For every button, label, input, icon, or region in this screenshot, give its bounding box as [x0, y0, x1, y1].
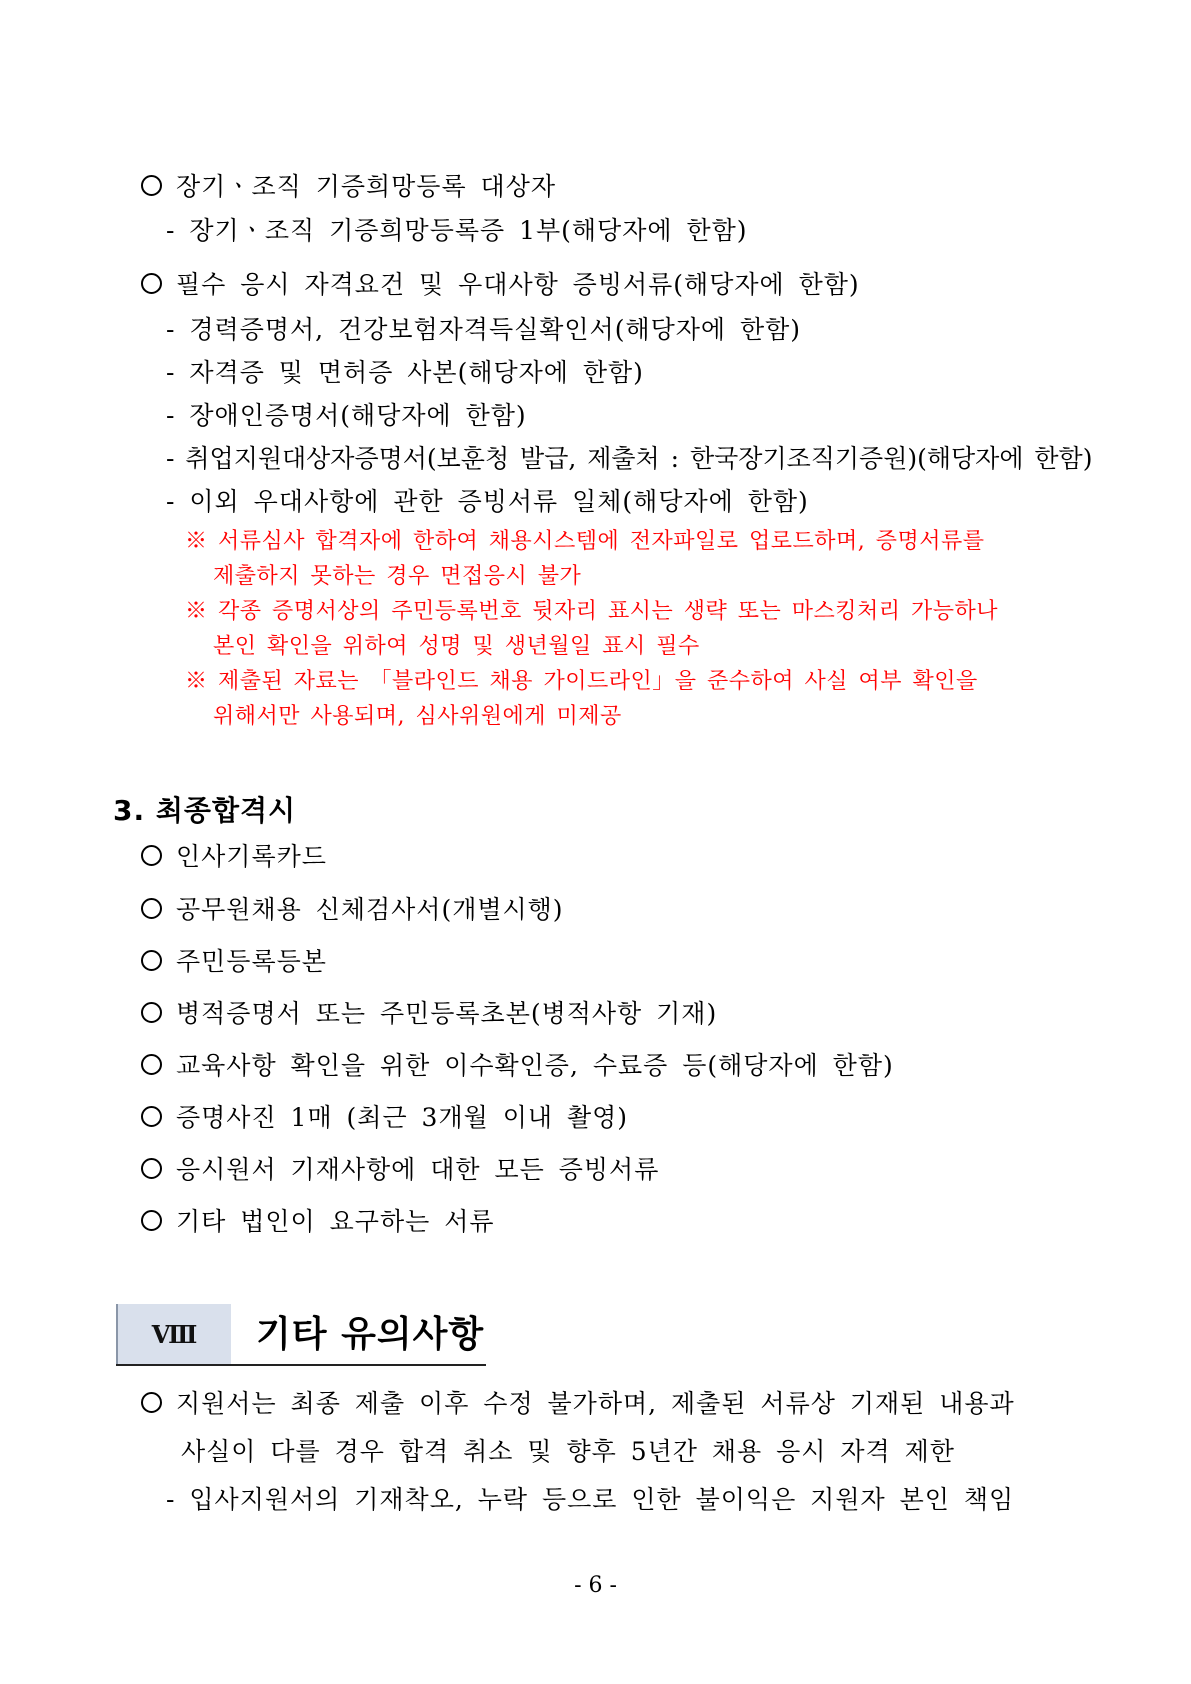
- list-item: 지원서는 최종 제출 이후 수정 불가하며, 제출된 서류상 기재된 내용과: [141, 1389, 1015, 1419]
- note-text: 본인 확인을 위하여 성명 및 생년월일 표시 필수: [213, 634, 700, 659]
- note-text: 위해서만 사용되며, 심사위원에게 미제공: [213, 704, 622, 729]
- sub-item: - 경력증명서, 건강보험자격득실확인서(해당자에 한함): [166, 315, 802, 344]
- circle-bullet-icon: [141, 845, 162, 866]
- list-item-continuation: 사실이 다를 경우 합격 취소 및 향후 5년간 채용 응시 자격 제한: [181, 1437, 955, 1466]
- note-text: ※ 각종 증명서상의 주민등록번호 뒷자리 표시는 생략 또는 마스킹처리 가능하나: [185, 599, 999, 624]
- sub-item: - 장기ㆍ조직 기증희망등록증 1부(해당자에 한함): [166, 216, 748, 245]
- list-item: 공무원채용 신체검사서(개별시행): [141, 895, 564, 925]
- circle-bullet-icon: [141, 175, 162, 196]
- list-item: 병적증명서 또는 주민등록초본(병적사항 기재): [141, 999, 717, 1029]
- list-item: 필수 응시 자격요건 및 우대사항 증빙서류(해당자에 한함): [141, 270, 860, 300]
- list-item: 주민등록등본: [141, 947, 327, 977]
- circle-bullet-icon: [141, 1106, 162, 1127]
- list-item: 장기ㆍ조직 기증희망등록 대상자: [141, 172, 556, 202]
- sub-item: - 입사지원서의 기재착오, 누락 등으로 인한 불이익은 지원자 본인 책임: [166, 1485, 1015, 1514]
- circle-bullet-icon: [141, 1158, 162, 1179]
- list-item: 기타 법인이 요구하는 서류: [141, 1207, 495, 1237]
- list-item: 인사기록카드: [141, 842, 327, 872]
- circle-bullet-icon: [141, 1392, 162, 1413]
- sub-item: - 취업지원대상자증명서(보훈청 발급, 제출처 : 한국장기조직기증원)(해당자에 한함): [166, 444, 1093, 473]
- divider: [116, 1364, 486, 1366]
- circle-bullet-icon: [141, 1002, 162, 1023]
- page-number: - 6 -: [574, 1573, 617, 1598]
- circle-bullet-icon: [141, 950, 162, 971]
- sub-item: - 자격증 및 면허증 사본(해당자에 한함): [166, 358, 644, 387]
- note-text: ※ 제출된 자료는 「블라인드 채용 가이드라인」을 준수하여 사실 여부 확인을: [185, 669, 978, 694]
- section-heading: 3. 최종합격시: [113, 794, 297, 827]
- circle-bullet-icon: [141, 1210, 162, 1231]
- sub-item: - 장애인증명서(해당자에 한함): [166, 401, 527, 430]
- note-text: ※ 서류심사 합격자에 한하여 채용시스템에 전자파일로 업로드하며, 증명서류를: [185, 529, 985, 554]
- circle-bullet-icon: [141, 1054, 162, 1075]
- note-text: 제출하지 못하는 경우 면접응시 불가: [213, 564, 582, 589]
- list-item: 응시원서 기재사항에 대한 모든 증빙서류: [141, 1155, 659, 1185]
- section-number-box: Ⅷ: [116, 1304, 231, 1364]
- sub-item: - 이외 우대사항에 관한 증빙서류 일체(해당자에 한함): [166, 487, 809, 516]
- list-item: 증명사진 1매 (최근 3개월 이내 촬영): [141, 1103, 628, 1133]
- circle-bullet-icon: [141, 898, 162, 919]
- section-title: 기타 유의사항: [256, 1314, 485, 1355]
- list-item: 교육사항 확인을 위한 이수확인증, 수료증 등(해당자에 한함): [141, 1051, 894, 1081]
- circle-bullet-icon: [141, 273, 162, 294]
